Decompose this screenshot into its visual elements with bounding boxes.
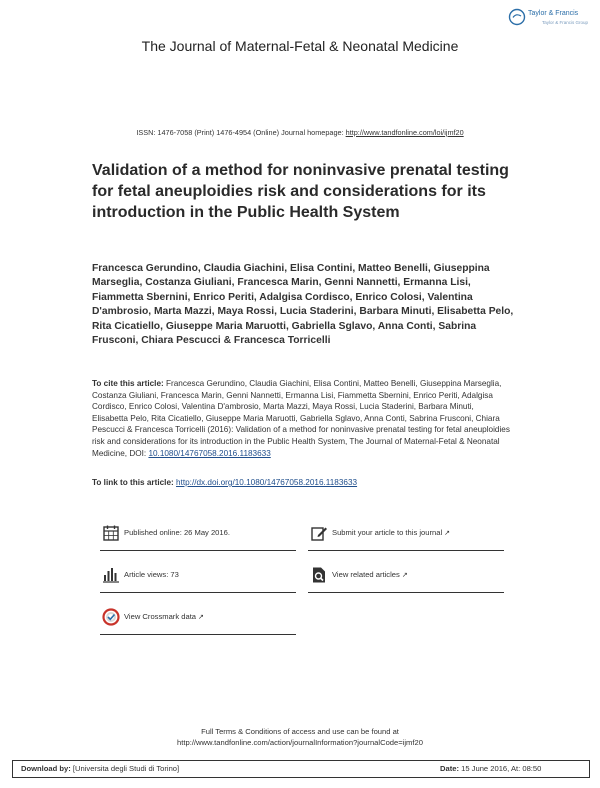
issn-text: ISSN: 1476-7058 (Print) 1476-4954 (Online) Journal homepage: <box>136 128 344 137</box>
related-articles-text[interactable]: View related articles <box>332 570 400 579</box>
calendar-icon <box>102 524 120 542</box>
journal-homepage-link[interactable]: http://www.tandfonline.com/loi/ijmf20 <box>345 128 464 137</box>
related-articles-card[interactable] <box>308 562 504 593</box>
citation-label: To cite this article: <box>92 379 164 388</box>
doi-link[interactable]: 10.1080/14767058.2016.1183633 <box>148 448 271 458</box>
journal-title: The Journal of Maternal-Fetal & Neonatal Medicine <box>141 38 459 54</box>
submit-article-label <box>332 528 450 537</box>
download-institution: [Universita degli Studi di Torino] <box>72 764 180 773</box>
article-link-label: To link to this article: <box>92 478 174 487</box>
download-date-value: 15 June 2016, At: 08:50 <box>461 764 542 773</box>
crossmark-text[interactable]: View Crossmark data <box>124 612 197 621</box>
terms-url[interactable]: http://www.tandfonline.com/action/journalInformation?journalCode=ijmf20 <box>177 738 423 747</box>
terms-note <box>0 726 600 748</box>
external-link-icon: ↗ <box>198 614 204 621</box>
crossmark-icon <box>102 608 120 626</box>
publisher-logo[interactable] <box>508 8 589 36</box>
article-link-block <box>92 478 512 487</box>
download-label: Download by: <box>21 764 71 773</box>
download-date-label: Date: <box>440 764 459 773</box>
article-views-text: Article views: 73 <box>124 570 179 579</box>
article-link-url[interactable]: http://dx.doi.org/10.1080/14767058.2016.1183633 <box>176 478 358 487</box>
download-bar <box>12 760 590 778</box>
published-online-card <box>100 520 296 551</box>
published-online-text: Published online: 26 May 2016. <box>124 528 230 537</box>
edit-icon <box>310 524 328 542</box>
related-articles-label <box>332 570 408 579</box>
download-date <box>440 764 541 773</box>
search-document-icon <box>310 566 328 584</box>
citation-block <box>92 378 512 459</box>
external-link-icon: ↗ <box>444 530 451 537</box>
article-views-card <box>100 562 296 593</box>
external-link-icon: ↗ <box>401 572 408 579</box>
article-title: Validation of a method for noninvasive prenatal testing for fetal aneuploidies risk and considerations for its introduction in the Public Health System <box>92 162 509 221</box>
submit-article-text[interactable]: Submit your article to this journal <box>332 528 443 537</box>
author-list: Francesca Gerundino, Claudia Giachini, Elisa Contini, Matteo Benelli, Giuseppina Marseglia, Costanza Giuliani, Francesca Marin, Genni Nannetti, Ermanna Lisi, Fiammetta Sbernini, Enrico Periti, Adalgisa Cordisco, Enrico Colosi, Valentina D'ambrosio, Marta Mazzi, Maya Rossi, Lucia Staderini, Barbara Minuti, Elisabetta Pelo, Rita Cicatiello, Giuseppe Maria Maruotti, Gabriella Sglavo, Anna Conti, Sabrina Frusconi, Chiara Pescucci & Francesca Torricelli <box>92 263 514 347</box>
bar-chart-icon <box>102 566 120 584</box>
terms-line: Full Terms & Conditions of access and use can be found at <box>201 727 399 736</box>
crossmark-card[interactable] <box>100 604 296 635</box>
download-by <box>21 764 179 773</box>
publisher-logo-name: Taylor & Francis <box>528 10 579 17</box>
citation-text: Francesca Gerundino, Claudia Giachini, Elisa Contini, Matteo Benelli, Giuseppina Marseglia, Costanza Giuliani, Francesca Marin, Genni Nannetti, Ermanna Lisi, Fiammetta Sbernini, Enrico Periti, Adalgisa Cordisco, Enrico Colosi, Valentina D'ambrosio, Marta Mazzi, Maya Rossi, Lucia Staderini, Barbara Minuti, Elisabetta Pelo, Rita Cicatiello, Giuseppe Maria Maruotti, Gabriella Sglavo, Anna Conti, Sabrina Frusconi, Chiara Pescucci & Francesca Torricelli (2016): Validation of a method for noninvasive prenatal testing for fetal aneuploidies risk and considerations for its introduction in the Public Health System, The Journal of Maternal-Fetal & Neonatal Medicine, DOI: <box>92 379 510 458</box>
crossmark-label <box>124 612 204 621</box>
publisher-logo-icon <box>508 8 526 26</box>
submit-article-card[interactable] <box>308 520 504 551</box>
publisher-logo-sub: Taylor & Francis Group <box>542 20 589 25</box>
issn-line <box>0 128 600 137</box>
